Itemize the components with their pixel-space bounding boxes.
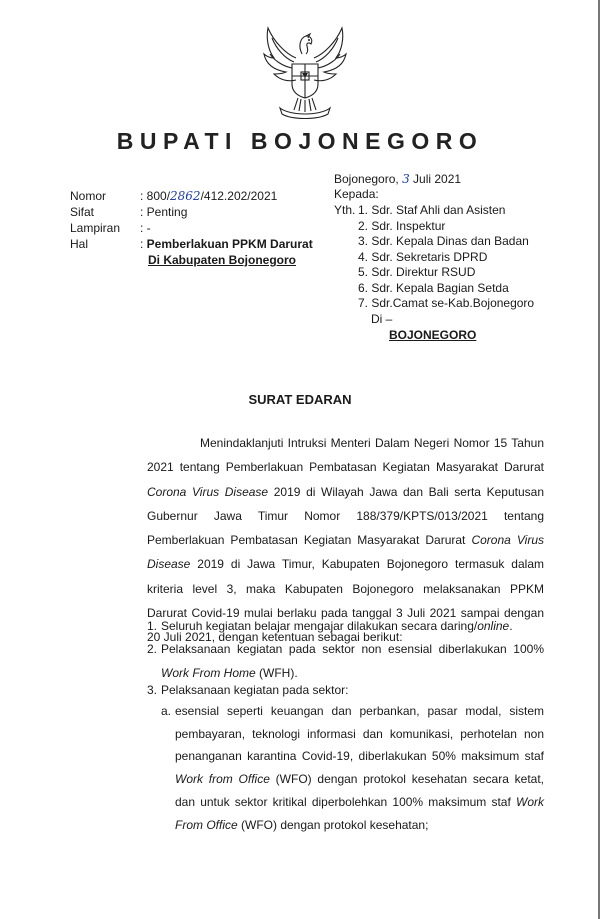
nomor-prefix: : 800/ <box>140 189 171 203</box>
di-label: Di – <box>371 312 393 326</box>
hal-row-2 <box>70 252 340 268</box>
hal-line1: Pemberlakuan PPKM Darurat <box>146 237 313 251</box>
intro-text-e: 2019 di Jawa Timur, Kabupaten Bojonegoro termasuk dalam kriteria level 3, maka Kabupaten Bojonegoro melaksanakan PPKM Darurat Covid-19 mulai berlaku pada tanggal 3 Juli 2021 sampai dengan 20 Juli 2021, dengan ketentuan sebagai berikut: <box>147 557 544 645</box>
intro-text-c: 2019 di Wilayah Jawa dan Bali serta Keputusan Gubernur Jawa Timur Nomor 188/379/KPTS/013/2021 tentang Pemberlakuan Pembatasan Kegiatan Masyarakat Darurat <box>147 484 544 548</box>
item3a-text-a: esensial seperti keuangan dan perbankan, pasar modal, sistem pembayaran, teknologi informasi dan komunikasi, perhotelan non penanganan karantina Covid-19, diberlakukan 50% maksimum staf <box>175 704 544 764</box>
kepada-label: Kepada: <box>334 187 379 201</box>
letter-date <box>334 172 461 188</box>
lampiran-label: Lampiran <box>70 221 121 235</box>
hal-label: Hal <box>70 237 89 251</box>
intro-text-a: Menindaklanjuti Intruksi Menteri Dalam Negeri Nomor 15 Tahun 2021 tentang Pemberlakuan Pembatasan Kegiatan Masyarakat Darurat <box>147 436 544 475</box>
item3a-text-e: (WFO) dengan protokol kesehatan; <box>237 817 429 832</box>
date-suffix: Juli 2021 <box>413 172 462 186</box>
sifat-value: : Penting <box>140 205 188 219</box>
list-text <box>161 615 544 639</box>
hal-line2: Di Kabupaten Bojonegoro <box>148 253 296 267</box>
item3a-text-d: Work From Office <box>175 794 544 832</box>
lampiran-row <box>70 220 340 236</box>
list-text: Pelaksanaan kegiatan pada sektor: <box>161 683 349 697</box>
recipient-item: 1. Sdr. Staf Ahli dan Asisten <box>358 203 506 217</box>
hal-value <box>140 236 313 252</box>
recipient-place: BOJONEGORO <box>389 328 477 342</box>
sifat-row <box>70 204 340 220</box>
list-number: 2. <box>147 642 158 656</box>
nomor-suffix: /412.202/2021 <box>200 189 278 203</box>
item3a-text-b: Work from Office <box>175 772 270 787</box>
recipient-item: 4. Sdr. Sekretaris DPRD <box>358 250 488 264</box>
list-number: 3. <box>147 683 158 697</box>
recipient-item: 5. Sdr. Direktur RSUD <box>358 265 476 279</box>
nomor-handwritten: 2862 <box>170 189 201 203</box>
list-number: a. <box>161 704 172 718</box>
nomor-value <box>140 188 277 204</box>
date-prefix: Bojonegoro, <box>334 172 399 186</box>
item1-text-b: online <box>477 619 510 633</box>
intro-text-b: Corona Virus Disease <box>147 484 269 499</box>
date-handwritten: 3 <box>402 172 410 186</box>
recipient-item: 7. Sdr.Camat se-Kab.Bojonegoro <box>358 296 535 310</box>
hal-row <box>70 236 340 252</box>
list-text <box>161 638 544 685</box>
item1-text-c: . <box>509 619 513 633</box>
item2-text-a: Pelaksanaan kegiatan pada sektor non esensial diberlakukan 100% <box>161 642 544 656</box>
nomor-row <box>70 188 340 204</box>
yth-label: Yth. <box>334 203 356 217</box>
recipient-item: 2. Sdr. Inspektur <box>358 219 446 233</box>
nomor-label: Nomor <box>70 189 107 203</box>
list-text <box>175 700 544 836</box>
item1-text-a: Seluruh kegiatan belajar mengajar dilakukan secara daring/ <box>161 619 478 633</box>
lampiran-value: : - <box>140 221 151 235</box>
letterhead-title: BUPATI BOJONEGORO <box>116 128 484 154</box>
item3a-text-c: (WFO) dengan protokol kesehatan secara ketat, dan untuk sektor kritikal diperbolehkan 100% maksimum staf <box>175 772 544 809</box>
intro-text-d: Corona Virus Disease <box>147 533 544 572</box>
hal-colon: : <box>140 237 147 251</box>
garuda-emblem-icon <box>258 24 352 120</box>
sifat-label: Sifat <box>70 205 95 219</box>
item2-text-b: Work From Home <box>161 665 256 680</box>
list-number: 1. <box>147 619 158 633</box>
document-heading: SURAT EDARAN <box>248 392 352 407</box>
recipient-item: 3. Sdr. Kepala Dinas dan Badan <box>358 234 529 248</box>
recipient-item: 6. Sdr. Kepala Bagian Setda <box>358 281 509 295</box>
item2-text-c: (WFH). <box>255 665 298 680</box>
